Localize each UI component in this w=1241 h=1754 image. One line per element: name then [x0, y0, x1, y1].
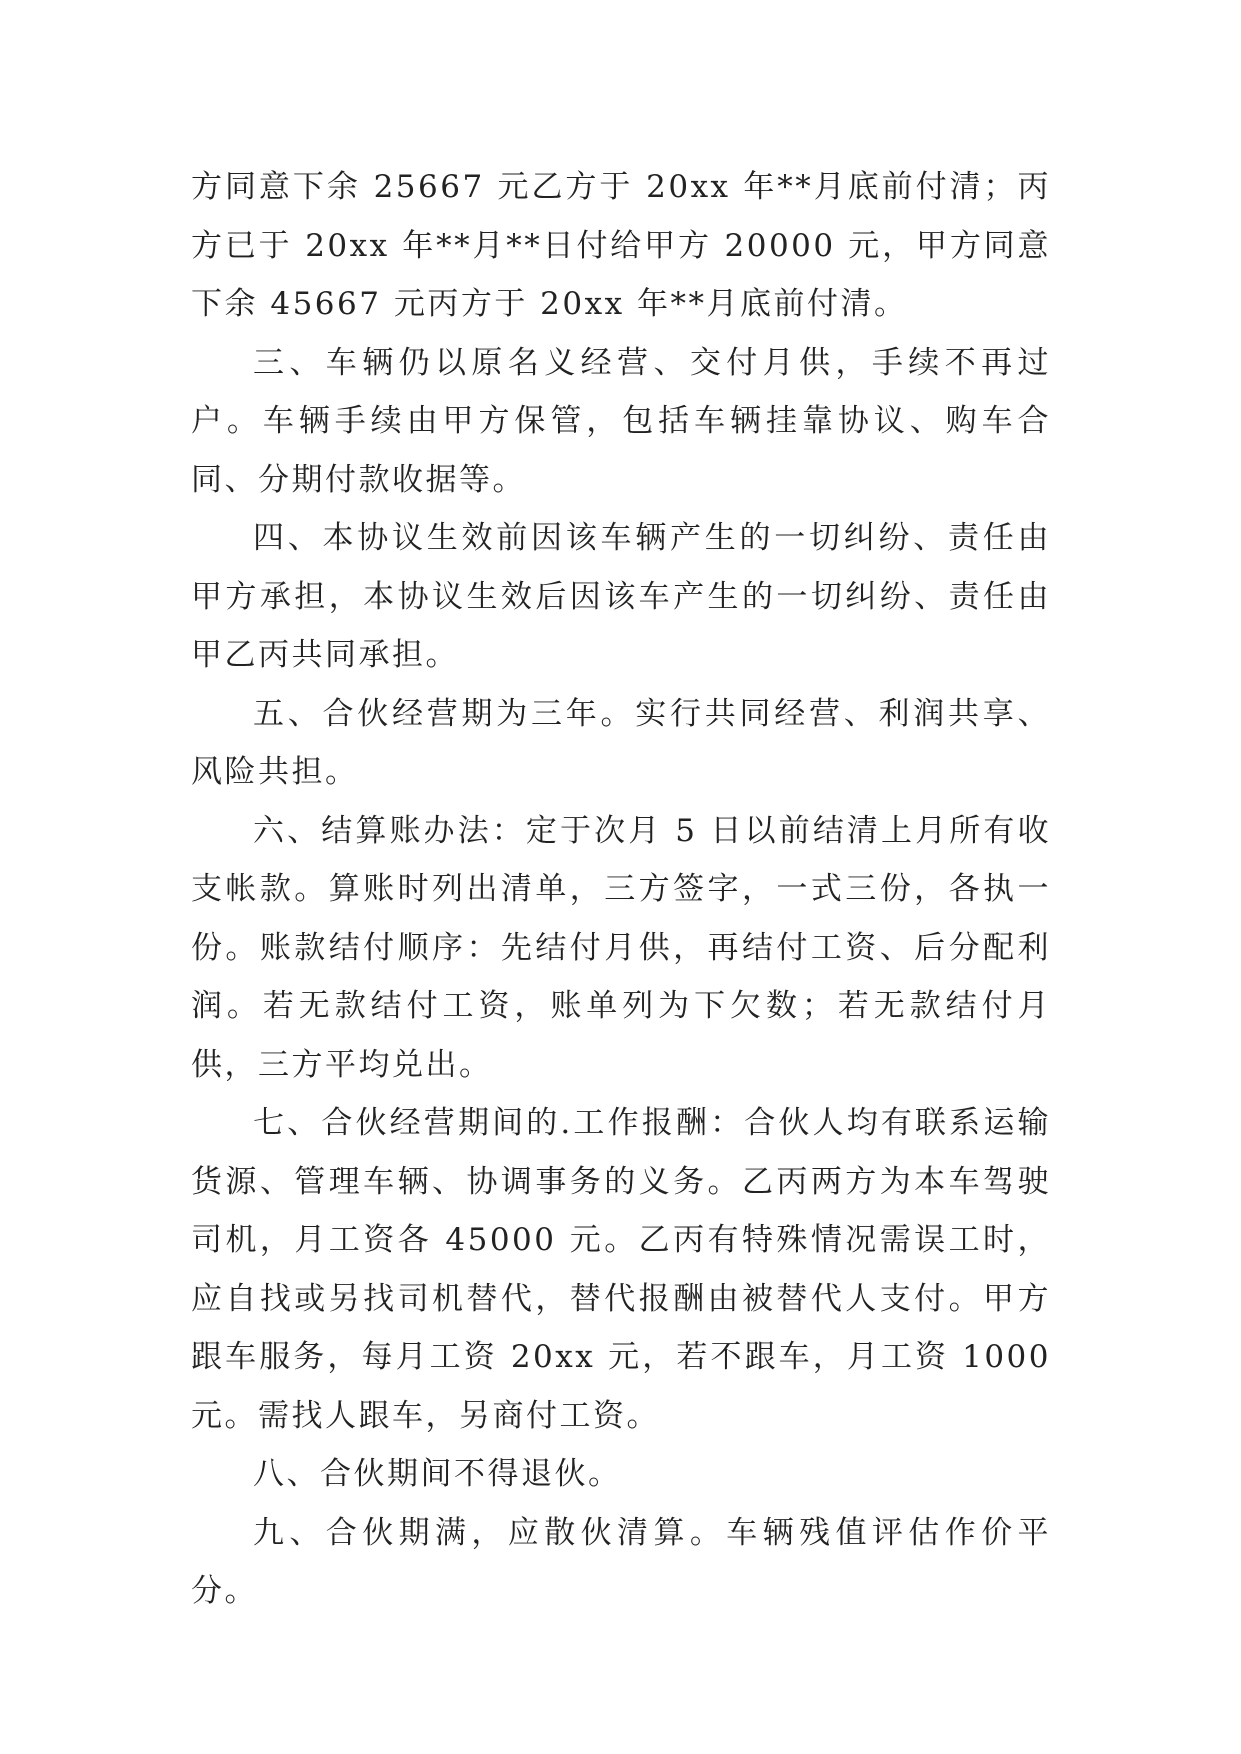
- paragraph-clause-6: 六、结算账办法：定于次月 5 日以前结清上月所有收支帐款。算账时列出清单，三方签字，一式三份，各执一份。账款结付顺序：先结付月供，再结付工资、后分配利润。若无款结付工资，账单列为下欠数；若无款结付月供，三方平均兑出。: [191, 812, 1051, 1083]
- paragraph-clause-7: 七、合伙经营期间的.工作报酬：合伙人均有联系运输货源、管理车辆、协调事务的义务。乙丙两方为本车驾驶司机，月工资各 45000 元。乙丙有特殊情况需误工时，应自找或另找司机替代，替代报酬由被替代人支付。甲方跟车服务，每月工资 20xx 元，若不跟车，月工资 1000 元。需找人跟车，另商付工资。: [191, 1105, 1051, 1434]
- paragraph-clause-5: 五、合伙经营期为三年。实行共同经营、利润共享、风险共担。: [191, 695, 1051, 790]
- paragraph-payment-continued: 方同意下余 25667 元乙方于 20xx 年**月底前付清；丙方已于 20xx 年**月**日付给甲方 20000 元，甲方同意下余 45667 元丙方于 20xx 年**月底前付清。: [191, 169, 1051, 322]
- paragraph-clause-9: 九、合伙期满，应散伙清算。车辆残值评估作价平分。: [191, 1514, 1051, 1609]
- document-body: [191, 158, 1051, 1621]
- paragraph-clause-8: 八、合伙期间不得退伙。: [253, 1456, 622, 1492]
- paragraph-clause-4: 四、本协议生效前因该车辆产生的一切纠纷、责任由甲方承担，本协议生效后因该车产生的一切纠纷、责任由甲乙丙共同承担。: [191, 520, 1051, 673]
- paragraph-clause-3: 三、车辆仍以原名义经营、交付月供，手续不再过户。车辆手续由甲方保管，包括车辆挂靠协议、购车合同、分期付款收据等。: [191, 344, 1051, 498]
